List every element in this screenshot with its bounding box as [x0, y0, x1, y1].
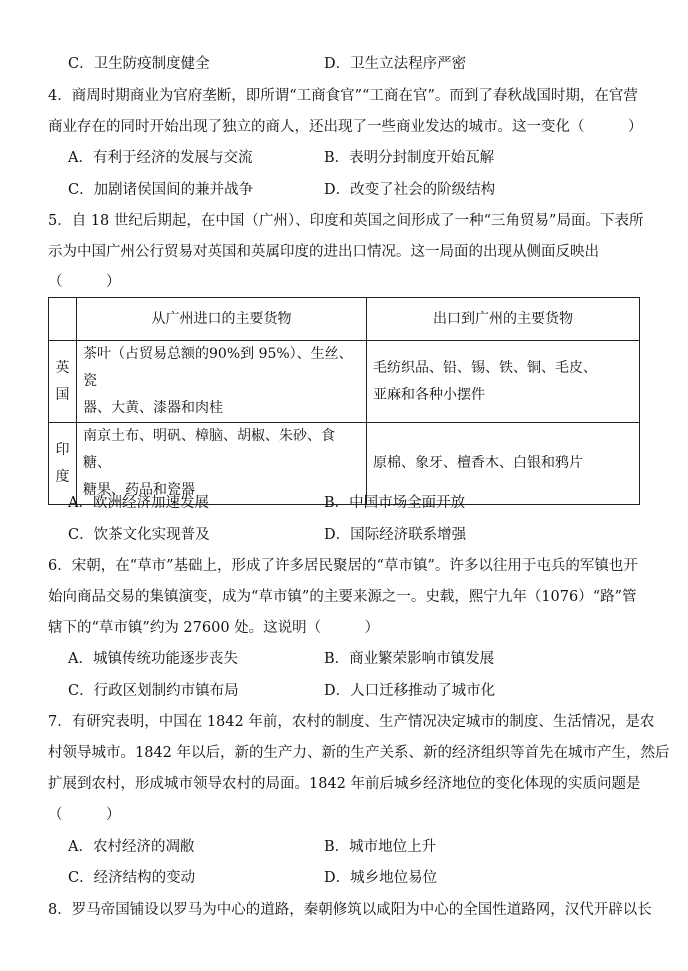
trade-table [48, 297, 640, 505]
q7-stem-line4: （ ） [48, 807, 121, 823]
q6-option-c[interactable]: C．行政区划制约市镇布局 [68, 683, 239, 699]
cell-line: 毛纺织品、铅、锡、铁、铜、毛皮、 [373, 359, 597, 376]
cell-line: 南京土布、明矾、樟脑、胡椒、朱砂、食糖、 [83, 428, 335, 471]
q7-option-c[interactable]: C．经济结构的变动 [68, 870, 196, 886]
header-import: 从广州进口的主要货物 [77, 298, 367, 341]
cell-line: 器、大黄、漆器和肉桂 [83, 400, 223, 416]
q4-stem-line1: 4．商周时期商业为官府垄断，即所谓“工商食官”“工商在官”。而到了春秋战国时期，在官营 [48, 88, 638, 104]
q6-stem-line3: 辖下的“草市镇”约为 27600 处。这说明（ ） [48, 620, 380, 636]
table-corner-cell [49, 298, 77, 341]
q7-option-d[interactable]: D．城乡地位易位 [324, 870, 438, 886]
row-country-britain [49, 341, 77, 423]
q5-option-b[interactable]: B．中国市场全面开放 [324, 495, 466, 511]
q7-option-b[interactable]: B．城市地位上升 [324, 839, 437, 855]
q4-stem-line2: 商业存在的同时开始出现了独立的商人，还出现了一些商业发达的城市。这一变化（ ） [48, 119, 643, 135]
country-char: 度 [55, 468, 70, 485]
q5-stem-line3: （ ） [48, 274, 121, 290]
q7-option-a[interactable]: A．农村经济的凋敝 [68, 839, 195, 855]
q4-option-b[interactable]: B．表明分封制度开始瓦解 [324, 150, 495, 166]
import-cell [77, 341, 367, 423]
table-header-row [49, 298, 640, 341]
q4-option-c[interactable]: C．加剧诸侯国间的兼并战争 [68, 182, 254, 198]
q4-option-a[interactable]: A．有利于经济的发展与交流 [68, 150, 253, 166]
cell-line: 原棉、象牙、檀香木、白银和鸦片 [373, 455, 583, 471]
q6-option-b[interactable]: B．商业繁荣影响市镇发展 [324, 651, 495, 667]
q6-option-d[interactable]: D．人口迁移推动了城市化 [324, 683, 496, 699]
cell-line: 亚麻和各种小摆件 [373, 386, 485, 403]
country-char: 国 [55, 386, 70, 403]
cell-line: 茶叶（占贸易总额的90%到 95%）、生丝、瓷 [83, 346, 353, 389]
table-row [49, 341, 640, 423]
export-cell [367, 341, 640, 423]
q5-option-d[interactable]: D．国际经济联系增强 [324, 527, 467, 543]
country-char: 印 [55, 441, 70, 458]
q7-stem-line1: 7．有研究表明，中国在 1842 年前，农村的制度、生产情况决定城市的制度、生活情况，是农 [48, 714, 655, 730]
q8-stem-line1: 8．罗马帝国铺设以罗马为中心的道路，秦朝修筑以咸阳为中心的全国性道路网，汉代开辟以长 [48, 902, 652, 918]
q7-stem-line2: 村领导城市。1842 年以后，新的生产力、新的生产关系、新的经济组织等首先在城市产生，然后 [48, 745, 670, 761]
header-export: 出口到广州的主要货物 [367, 298, 640, 341]
q6-stem-line1: 6．宋朝，在“草市”基础上，形成了许多居民聚居的“草市镇”。许多以往用于屯兵的军镇也开 [48, 558, 638, 574]
q5-option-a[interactable]: A．欧洲经济加速发展 [68, 495, 209, 511]
q3-option-c[interactable]: C．卫生防疫制度健全 [68, 56, 210, 72]
q5-option-c[interactable]: C．饮茶文化实现普及 [68, 527, 210, 543]
q3-option-d[interactable]: D．卫生立法程序严密 [324, 56, 467, 72]
q5-stem-line1: 5．自 18 世纪后期起，在中国（广州）、印度和英国之间形成了一种“三角贸易”局面。下表所 [48, 213, 644, 229]
cell-line: 糖果、药品和瓷器 [83, 482, 195, 498]
country-char: 英 [55, 359, 70, 376]
q5-stem-line2: 示为中国广州公行贸易对英国和英属印度的进出口情况。这一局面的出现从侧面反映出 [48, 244, 599, 260]
q6-stem-line2: 始向商品交易的集镇演变，成为“草市镇”的主要来源之一。史载，熙宁九年（1076）“路”管 [48, 589, 637, 605]
q4-option-d[interactable]: D．改变了社会的阶级结构 [324, 182, 496, 198]
q7-stem-line3: 扩展到农村，形成城市领导农村的局面。1842 年前后城乡经济地位的变化体现的实质问题是 [48, 776, 641, 792]
q6-option-a[interactable]: A．城镇传统功能逐步丧失 [68, 651, 238, 667]
